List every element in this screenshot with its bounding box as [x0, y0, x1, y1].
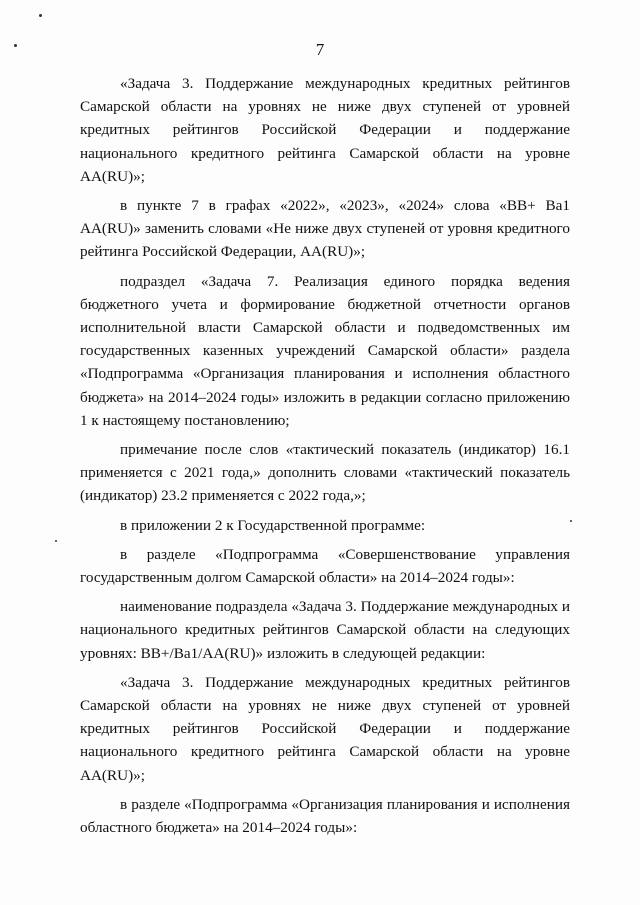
scan-speck — [570, 520, 572, 522]
paragraph: наименование подраздела «Задача 3. Поддержание международных и национального кредитных рейтингов Самарской области на следующих уровнях: BB+/Ba1/AA(RU)» изложить в следующей редакции: — [80, 598, 570, 662]
scan-speck — [39, 14, 42, 17]
paragraph: в приложении 2 к Государственной программе: — [120, 516, 426, 534]
paragraph: «Задача 3. Поддержание международных кредитных рейтингов Самарской области на уровнях не ниже двух ступеней от уровней кредитных рейтингов Российской Федерации и поддержание национального кредитного рейтинга Самарской области на уровне AA(RU)»; — [80, 75, 570, 185]
paragraph: «Задача 3. Поддержание международных кредитных рейтингов Самарской области на уровнях не ниже двух ступеней от уровней кредитных рейтингов Российской Федерации и поддержание национального кредитного рейтинга Самарской области на уровне AA(RU)»; — [80, 673, 570, 784]
paragraph: подраздел «Задача 7. Реализация единого порядка ведения бюджетного учета и формирование бюджетной отчетности органов исполнительной власти Самарской области и подведомственных им государственных казенных учреждений Самарской области» раздела «Подпрограмма «Организация планирования и исполнения областного бюджета» на 2014–2024 годы» изложить в редакции согласно приложению 1 к настоящему постановлению; — [80, 272, 570, 429]
paragraph: в разделе «Подпрограмма «Совершенствование управления государственным долгом Самарской области» на 2014–2024 годы»: — [80, 545, 570, 587]
document-body — [80, 72, 570, 845]
paragraph: в пункте 7 в графах «2022», «2023», «2024» слова «BB+ Ba1 AA(RU)» заменить словами «Не ниже двух ступеней от уровня кредитного рейтинга Российской Федерации, AA(RU)»; — [80, 197, 570, 261]
paragraph: примечание после слов «тактический показатель (индикатор) 16.1 применяется с 2021 года,» дополнить словами «тактический показатель (индикатор) 23.2 применяется с 2022 года,»; — [80, 441, 570, 505]
scan-speck — [55, 540, 57, 542]
page-number: 7 — [315, 40, 325, 59]
paragraph: в разделе «Подпрограмма «Организация планирования и исполнения областного бюджета» на 2014–2024 годы»: — [80, 795, 570, 837]
